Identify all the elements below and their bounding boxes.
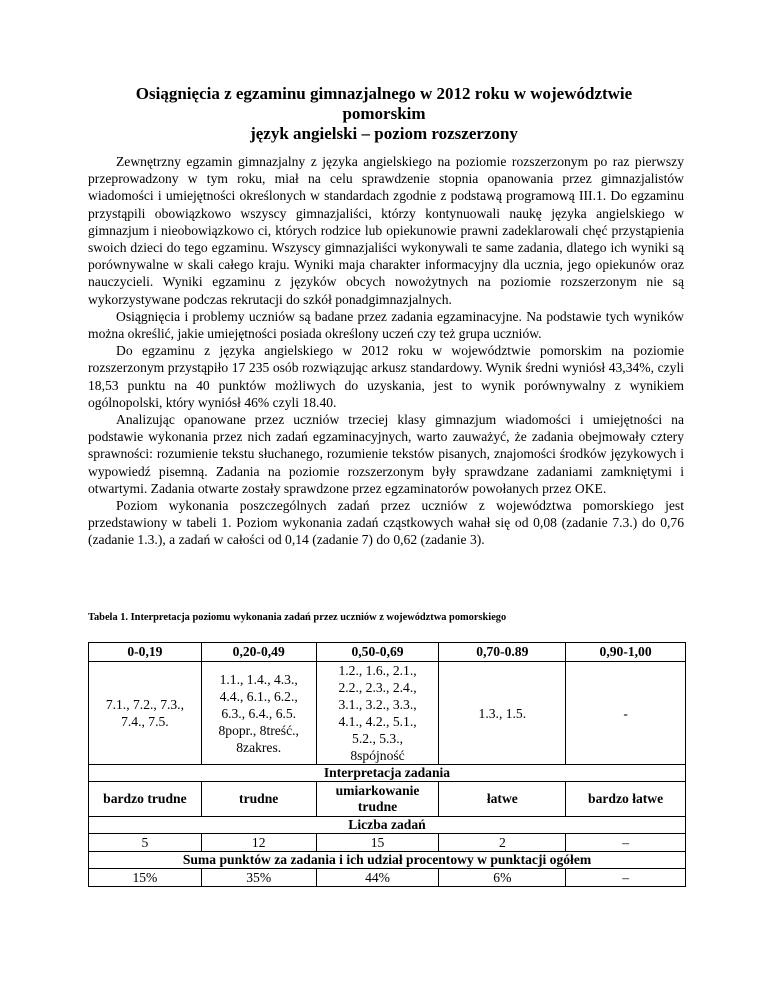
- task-line: 8zakres.: [236, 739, 282, 755]
- task-line: 4.4., 6.1., 6.2.,: [219, 688, 298, 704]
- count-cell: –: [566, 834, 686, 852]
- interpretation-line: łatwe: [486, 791, 518, 806]
- range-header: 0-0,19: [89, 643, 202, 662]
- tasks-cell: [89, 662, 202, 765]
- count-header-row: [89, 817, 686, 834]
- task-line: 8spójność: [350, 748, 405, 763]
- task-line: 1.3., 1.5.: [478, 705, 527, 721]
- interpretation-line: trudne: [357, 799, 398, 814]
- title-line-1: Osiągnięcia z egzaminu gimnazjalnego w 2012 roku w województwie: [135, 84, 633, 103]
- tasks-cell: [566, 662, 686, 765]
- interpretation-line: bardzo łatwe: [588, 791, 664, 806]
- results-table: [88, 642, 686, 887]
- count-row: [89, 834, 686, 852]
- percent-cell: 15%: [89, 869, 202, 887]
- count-cell: 5: [89, 834, 202, 852]
- interpretation-cell: [201, 782, 316, 817]
- task-line: -: [623, 705, 628, 721]
- interpretation-line: umiarkowanie: [335, 783, 420, 798]
- interpretation-header: Interpretacja zadania: [89, 765, 686, 782]
- interpretation-cell: [316, 782, 439, 817]
- interpretation-line: bardzo trudne: [103, 791, 187, 806]
- points-header: Suma punktów za zadania i ich udział procentowy w punktacji ogółem: [89, 852, 686, 869]
- interpretation-header-row: [89, 765, 686, 782]
- task-line: 8popr., 8treść.,: [218, 722, 299, 738]
- interpretation-cell: [566, 782, 686, 817]
- task-line: 7.1., 7.2., 7.3.,: [105, 697, 184, 712]
- paragraph: Osiągnięcia i problemy uczniów są badane przez zadania egzaminacyjne. Na podstawie tych wyników można określić, jakie umiejętności posiada określony uczeń czy też grupa uczniów.: [88, 308, 684, 342]
- range-header: 0,70-0.89: [439, 643, 566, 662]
- task-line: 6.3., 6.4., 6.5.: [221, 705, 297, 721]
- interpretation-cell: [439, 782, 566, 817]
- range-header-row: [89, 643, 686, 662]
- percent-cell: 35%: [201, 869, 316, 887]
- percent-cell: 44%: [316, 869, 439, 887]
- count-header: Liczba zadań: [89, 817, 686, 834]
- document-title: [80, 84, 688, 144]
- tasks-row: [89, 662, 686, 765]
- percent-cell: 6%: [439, 869, 566, 887]
- paragraph: Poziom wykonania poszczególnych zadań przez uczniów z województwa pomorskiego jest przedstawiony w tabeli 1. Poziom wykonania zadań cząstkowych wahał się od 0,08 (zadanie 7.3.) do 0,76 (zadanie 1.3.), a zadań w całości od 0,14 (zadanie 7) do 0,62 (zadanie 3).: [88, 498, 684, 548]
- tasks-cell: [316, 662, 439, 765]
- tasks-cell: [439, 662, 566, 765]
- paragraph: Zewnętrzny egzamin gimnazjalny z języka angielskiego na poziomie rozszerzonym po raz pierwszy przeprowadzony w tym roku, miał na celu sprawdzenie stopnia opanowania przez gimnazjalistów wiadomości i umiejętności określonych w standardach zgodnie z podstawą programową III.1. Do egzaminu przystąpili obowiązkowo wszyscy gimnazjaliści, którzy kontynuowali naukę języka angielskiego w gimnazjum i nieobowiązkowo ci, których rodzice lub opiekunowie prawni zadeklarowali chęć przystąpienia swoich dzieci do tego egzaminu. Wszyscy gimnazjaliści wykonywali te same zadania, dlatego ich wyniki są porównywalne w skali całego kraju. Wyniki maja charakter informacyjny dla ucznia, jego opiekunów oraz nauczycieli. Wyniki egzaminu z języków obcych nowożytnych na poziomie rozszerzonym nie są wykorzystywane podczas rekrutacji do szkół ponadgimnazjalnych.: [88, 154, 684, 307]
- range-header: 0,20-0,49: [201, 643, 316, 662]
- range-header: 0,50-0,69: [316, 643, 439, 662]
- task-line: 1.1., 1.4., 4.3.,: [219, 671, 298, 687]
- task-line: 7.4., 7.5.: [121, 714, 169, 729]
- title-line-2: pomorskim: [342, 104, 426, 123]
- interpretation-cell: [89, 782, 202, 817]
- interpretation-row: [89, 782, 686, 817]
- percent-cell: –: [566, 869, 686, 887]
- task-line: 4.1., 4.2., 5.1.,: [338, 714, 417, 729]
- document-body: [88, 153, 684, 549]
- table-caption: Tabela 1. Interpretacja poziomu wykonania zadań przez uczniów z województwa pomorskiego: [88, 612, 507, 623]
- title-line-3: język angielski – poziom rozszerzony: [250, 124, 518, 143]
- count-cell: 12: [201, 834, 316, 852]
- tasks-cell: [201, 662, 316, 765]
- task-line: 3.1., 3.2., 3.3.,: [338, 697, 417, 712]
- count-cell: 15: [316, 834, 439, 852]
- interpretation-line: trudne: [239, 791, 279, 806]
- paragraph: Analizując opanowane przez uczniów trzeciej klasy gimnazjum wiadomości i umiejętności na podstawie wykonania przez nich zadań egzaminacyjnych, warto zauważyć, że zadania obejmowały cztery sprawności: rozumienie tekstu słuchanego, rozumienie tekstów pisanych, znajomości środków językowych i wypowiedź pisemną. Zadania na poziomie rozszerzonym były sprawdzane zadaniami zamkniętymi i otwartymi. Zadania otwarte zostały sprawdzone przez egzaminatorów powołanych przez OKE.: [88, 412, 684, 496]
- task-line: 5.2., 5.3.,: [352, 731, 404, 746]
- paragraph: Do egzaminu z języka angielskiego w 2012 roku w województwie pomorskim na poziomie rozszerzonym przystąpiło 17 235 osób rozwiązując arkusz standardowy. Wynik średni wyniósł 43,34%, czyli 18,53 punktu na 40 punktów możliwych do uzyskania, jest to wynik porównywalny z wynikiem ogólnopolski, który wyniósł 46% czyli 18.40.: [88, 343, 684, 410]
- task-line: 2.2., 2.3., 2.4.,: [338, 680, 417, 695]
- points-header-row: [89, 852, 686, 869]
- range-header: 0,90-1,00: [566, 643, 686, 662]
- count-cell: 2: [439, 834, 566, 852]
- percent-row: [89, 869, 686, 887]
- task-line: 1.2., 1.6., 2.1.,: [338, 663, 417, 678]
